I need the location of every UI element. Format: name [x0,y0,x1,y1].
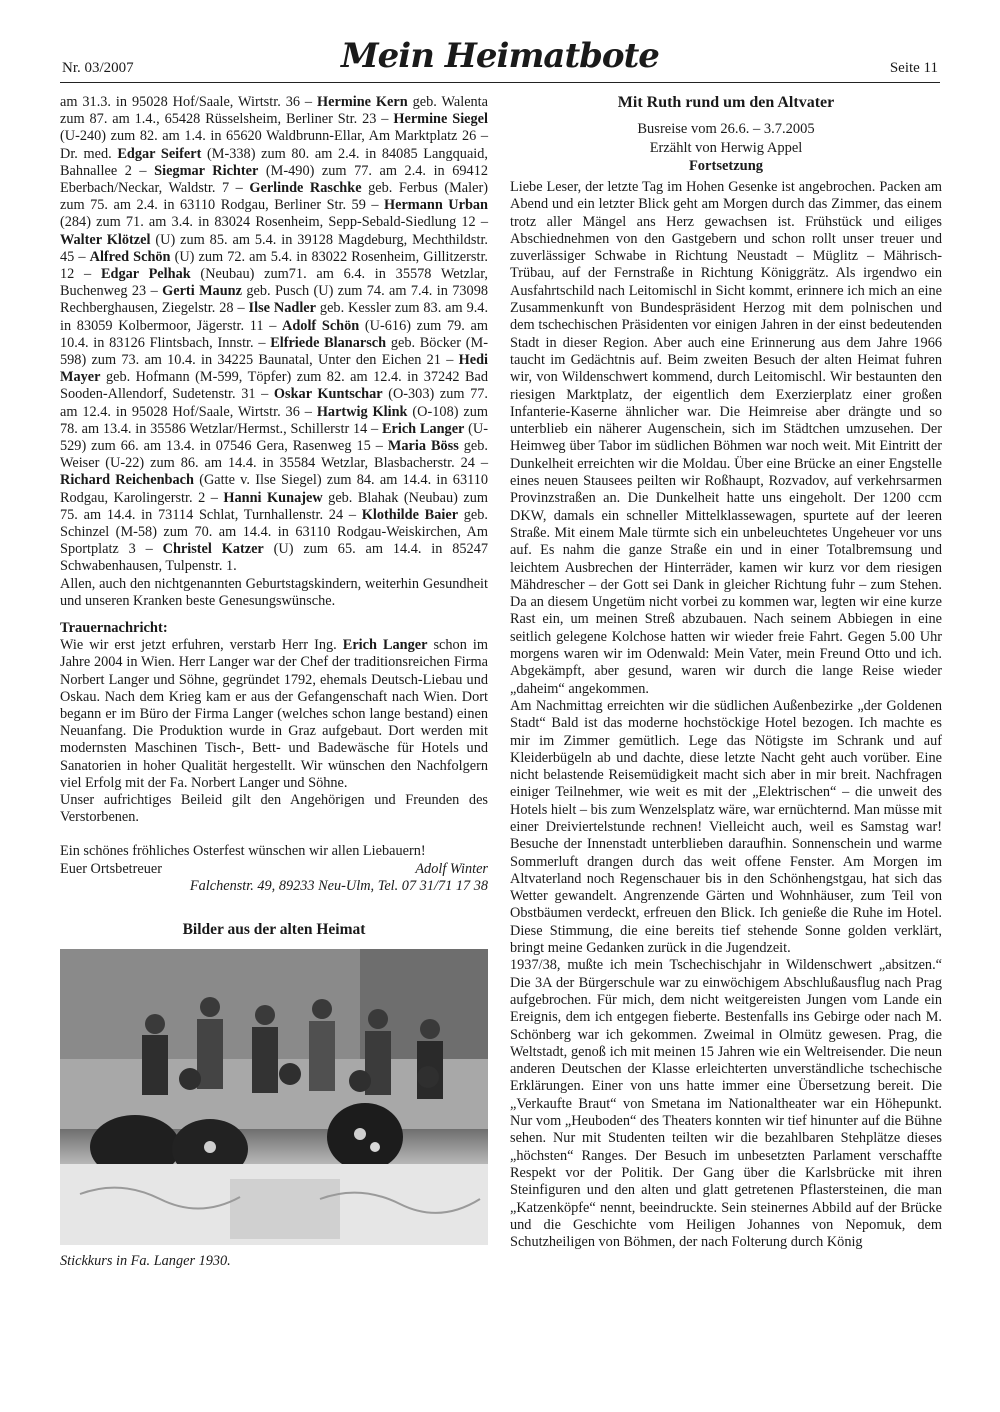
birthday-text: (284) zum 71. am 3.4. in 83024 Rosenheim, Sepp-Sebald-Siedlung 12 – [60,214,488,231]
article-paragraph-2: Am Nachmittag erreichten wir die südlichen Außenbezirke „der Goldenen Stadt“ Bald ist das moderne hochstöckige Hotel bezogen. Ich machte es mir im Zimmer gemütlich. Lege das Nötigste im Schrank und auf Kleiderbügeln ab und dachte, diese letzte Nacht geht auch vorüber. Eine nicht belastende Reisemüdigkeit macht sich aber in mir breit. Nachfragen einiger Teilnehmer, wie weit es mit der „Elektrischen“ – die unweit des Hotels hielt – bis zum Wenzelsplatz wäre, war ernüchternd. Man müsse mit einer Dreiviertelstunde rechnen! Vielleicht auch, weil es Samstag war! Besuche der Innenstadt unterblieben daraufhin. Sonnenschein und warme Sommerluft drangen durch das weit offene Fenster. Am Morgen im Altvaterland noch Regenschauer bis in den Schönhengstgau, hat sich das Wetter gewandelt. Angrenzende Gärten und Wohnhäuser, zum Teil von Obstbäumen verdeckt, erfreuen den Blick. Ich genieße die Ruhe im Hotel. Diese Stimmung, die eine bereits tief stehende Sonne golden verklärt, bringt meine Gedanken zurück in die Jugendzeit. [510,697,942,957]
masthead-logo: Mein Heimatbote [341,36,659,76]
birthday-text: (M-490) zum 77. am 2.4. in 69412 Eberbach/Neckar, Waldstr. 7 – [60,162,488,197]
signoff-role: Euer Ortsbetreuer [60,860,163,877]
birthday-text: (O-108) zum 78. am 13.4. in 35586 Wetzlar/Hermst., Schillerstr 14 – [60,403,488,437]
birthday-name: Klothilde Baier [361,506,459,523]
birthday-text: (U) zum 85. am 5.4. in 39128 Magdeburg, Mechthildstr. 45 – [60,231,488,265]
pictures-heading: Bilder aus der alten Heimat [182,920,366,938]
birthday-list [60,94,488,576]
birthday-name: Edgar Pelhak [100,266,191,283]
birthday-name: Ilse Nadler [248,300,316,317]
article-title: Mit Ruth rund um den Altvater [617,94,835,111]
birthday-text: (U-240) zum 82. am 1.4. in 65620 Waldbrunn-Ellar, Am Marktplatz 26 – Dr. med. [60,128,488,162]
birthday-text: (U-529) zum 66. am 13.4. in 07546 Gera, Rasenweg 15 – [60,420,489,455]
birthday-text: (Gatte v. Ilse Siegel) zum 84. am 14.4. in 63110 Rodgau, Karolingerstr. 2 – [60,472,489,506]
birthday-text: am 31.3. in 95028 Hof/Saale, Wirtstr. 36 – [60,94,318,110]
mourning-text: schon im Jahre 2004 in Wien. Herr Langer war der Chef der traditionsreichen Firma Norbert Langer und Söhne, gegründet 1792, ehemals Deutsch-Liebau und Oskau. Nach dem Krieg kam er aus der Gefangenschaft nach Wien. Dort begann er im Büro der Firma Langer (welches schon lange bestand) einen Neuanfang. Die Produktion wurde in Graz aufgebaut. Dort werden mit modernsten Maschinen Tisch-, Bett- und Badewäsche für Hotels und Sanatorien in hoher Qualität hergestellt. Wir wünschen den Nachfolgern viel Erfolg mit der Fa. Norbert Langer und Söhne. [60,637,488,791]
birthday-text: (U) zum 65. am 14.4. in 85247 Schwabenhausen, Tulpenstr. 1. [60,541,488,575]
birthday-name: Oskar Kuntschar [273,386,383,403]
article-paragraph-1: Liebe Leser, der letzte Tag im Hohen Gesenke ist angebrochen. Packen am Abend und ein letzter Blick geht am Morgen durch das Zimmer, das einem trotz aller Mängel ans Herz gewachsen ist. Frühstück und eiliges Abschiednehmen von den Gastgebern und schon rollt unser treuer und zuverlässiger Schwabe in Richtung Neustadt – Müglitz – Mährisch-Trübau, auf der Fernstraße in Richtung Königgrätz. Als irgendwo ein Ausfahrtschild nach Leitomischl in Sicht kommt, erinnere ich mich an eine Zusammenkunft von Bundespräsident Herzog mit dem polnischen und dem tschechischen Präsidenten vor einigen Jahren in der einst bedeutenden Stadt in dieser Region. Aber auch eine Erinnerung aus dem Jahre 1966 taucht im Gedächtnis auf. Beim zweiten Besuch der alten Heimat fuhren wir, von Wildenschwert kommend, durch Leitomischl. Wir bestaunten den riesigen Marktplatz, der eigentlich dem Exerzierplatz einer großen Infanterie-Kaserne ähnlicher war. Die Heimreise aber drängte und so unterblieb ein näherer Augenschein, sich im Städtchen umzusehen. Der Heimweg über Tabor im südlichen Böhmen war noch weit. Mit Eintritt der Dunkelheit erreichten wir die Moldau. Über eine Brücke an einer Engstelle eines neuen Stausees peilten wir Roßhaupt, Rozvadov, auf verkehrsarmen Provinzstraßen an. Die Dunkelheit hatte uns eingeholt. Der 1200 ccm DKW, damals ein schneller Mittelklassewagen, spurtete auf der leeren Straße. Mit einem Male türmte sich ein unbeleuchtetes Ungeheuer vor uns auf. Es nahm die ganze Straße ein und in einer Totalbremsung und leichtem Ausbrechen der Hinterräder, kamen wir kurz vor dem riesigen Mähdrescher – der Gott sei Dank in gleicher Richtung fuhr – zum Stehen. Da an diesem Ungetüm nicht vorbei zu kommen war, legten wir eine kurze Rast ein, um meinen Streß abzubauen. Nach seinem Abbiegen in eine seitlich gelegene Kolchose hatten wir wieder freie Fahrt. Gegen 5.00 Uhr morgens waren wir im Odenwald: Mein Vater, mein Freund Otto und ich. Abgekämpft, aber gesund, waren wir durch die lange Reise wieder „daheim“ angekommen. [510,179,942,697]
birthday-name: Hermine Kern [317,94,408,110]
article-dates: Busreise vom 26.6. – 3.7.2005 [637,121,815,137]
birthday-name: Adolf Schön [282,317,360,334]
mourning-text: Wie wir erst jetzt erfuhren, verstarb Herr Ing. [60,637,343,654]
photo-illustration [60,949,488,1245]
birthday-name: Edgar Seifert [117,145,202,162]
birthday-name: Hermine Siegel [393,111,488,128]
birthday-name: Walter Klötzel [60,231,151,248]
birthday-name: Hermann Urban [384,197,488,214]
birthday-name: Erich Langer [381,420,465,437]
signoff-name: Adolf Winter [415,860,488,877]
wishes-text: Allen, auch den nichtgenannten Geburtstagskindern, weiterhin Gesundheit und unseren Kranken beste Genesungswünsche. [60,575,488,609]
condolence-text: Unser aufrichtiges Beileid gilt den Angehörigen und Freunden des Verstorbenen. [60,791,488,826]
signoff [60,861,488,878]
header-rule [60,82,940,83]
birthday-text: (O-303) zum 77. am 12.4. in 95028 Hof/Saale, Wirtstr. 36 – [60,386,488,420]
birthday-text: (M-338) zum 80. am 2.4. in 84085 Langquaid, Bahnallee 2 – [60,145,488,179]
birthday-text: geb. Pusch (U) zum 74. am 7.4. in 73098 Rechberghausen, Ziegelstr. 28 – [60,283,488,317]
birthday-text: geb. Böcker (M-598) zum 73. am 10.4. in 34225 Baunatal, Unter den Eichen 21 – [60,334,488,369]
birthday-name: Hedi Mayer [60,352,488,386]
birthday-name: Elfriede Blanarsch [270,334,387,351]
article-author: Erzählt von Herwig Appel [649,140,803,156]
birthday-text: (Neubau) zum71. am 6.4. in 35578 Wetzlar, Buchenweg 23 – [60,266,488,300]
birthday-name: Maria Böss [387,438,459,455]
birthday-name: Christel Katzer [162,541,264,558]
birthday-text: geb. Walenta zum 87. am 1.4., 65428 Rüsselsheim, Berliner Str. 23 – [60,94,489,128]
birthday-name: Hartwig Klink [316,403,408,420]
birthday-name: Richard Reichenbach [60,472,194,489]
birthday-name: Gerti Maunz [162,283,242,300]
mourning-name: Erich Langer [342,637,428,654]
page-number: Seite 11 [889,60,938,76]
birthday-text: geb. Kessler zum 83. am 9.4. in 83059 Kolbermoor, Jägerstr. 11 – [60,300,489,334]
article-paragraph-3: 1937/38, mußte ich mein Tschechischjahr in Wildenschwert „absitzen.“ Die 3A der Bürgerschule war zu einwöchigem Abschlußausflug nach Prag aufgebrochen. Für mich, dem nicht weitgereisten Jungen vom Lande ein Ereignis, dem ich entgegen fieberte. Bestenfalls ins Gebirge oder nach M. Schönberg war ich gekommen. Zweimal in Olmütz gewesen. Prag, die Weltstadt, genoß ich mit meinen 15 Jahren wie ein Weltreisender. Die neun anderen Deutschen der Klasse erleichterten unverständliche tschechische Erklärungen. Einer von uns hatte immer eine Übersetzung bereit. Die „Verkaufte Braut“ von Smetana im Nationaltheater war ein Höhepunkt. Nur vom „Heuboden“ des Theaters konnten wir tief hinunter auf die Bühne sehen. Nur mit Studenten teilten wir die bezahlbaren Stehplätze dieses „höchsten“ Ranges. Der Besuch im unbesetzten Parlament verschaffte Respekt vor der Politik. Der Gang über die Karlsbrücke mit ihren Steinfiguren und den alten und glatt getretenen Pflastersteinen, die man „Katzenköpfe“ nennt, beeindruckte. Sein steinernes Abbild auf der Brücke und die Geschichte vom Heiligen Johannes von Nepomuk, dem Schutzheiligen von Böhmen, der nach Folterung durch König [510,957,942,1251]
birthday-text: geb. Schinzel (M-58) zum 70. am 14.4. in 63110 Rodgau-Weiskirchen, Am Sportplatz 3 – [60,506,489,558]
birthday-name: Gerlinde Raschke [249,180,362,197]
birthday-text: geb. Ferbus (Maler) zum 75. am 2.4. in 63110 Rodgau, Berliner Str. 59 – [60,180,488,214]
birthday-name: Hanni Kunajew [223,489,323,506]
issue-number: Nr. 03/2007 [62,60,134,76]
birthday-text: geb. Weiser (U-22) zum 86. am 14.4. in 35584 Wetzlar, Blasbacherstr. 24 – [60,438,488,472]
mourning-text [60,637,488,792]
birthday-text: (U) zum 72. am 5.4. in 83022 Rosenheim, Gillitzerstr. 12 – [60,248,488,283]
birthday-name: Siegmar Richter [154,162,259,179]
birthday-name: Alfred Schön [89,248,171,265]
birthday-text: geb. Hofmann (M-599, Töpfer) zum 82. am 12.4. in 37242 Bad Sooden-Allendorf, Sudetenstr. 31 – [60,369,488,403]
easter-greeting: Ein schönes fröhliches Osterfest wünschen wir allen Liebauern! [60,843,426,860]
photo-caption: Stickkurs in Fa. Langer 1930. [60,1252,231,1269]
historic-photo [60,949,488,1245]
left-column [60,94,488,1270]
mourning-heading: Trauernachricht: [60,620,168,637]
right-column [510,94,942,1251]
signoff-address: Falchenstr. 49, 89233 Neu-Ulm, Tel. 07 31/71 17 38 [189,877,488,894]
birthday-text: (U-616) zum 79. am 10.4. in 83126 Flintsbach, Innstr. – [60,317,488,351]
continuation-label: Fortsetzung [688,158,764,174]
birthday-text: geb. Blahak (Neubau) zum 75. am 14.4. in 73114 Schlat, Turnhallenstr. 24 – [60,489,489,523]
